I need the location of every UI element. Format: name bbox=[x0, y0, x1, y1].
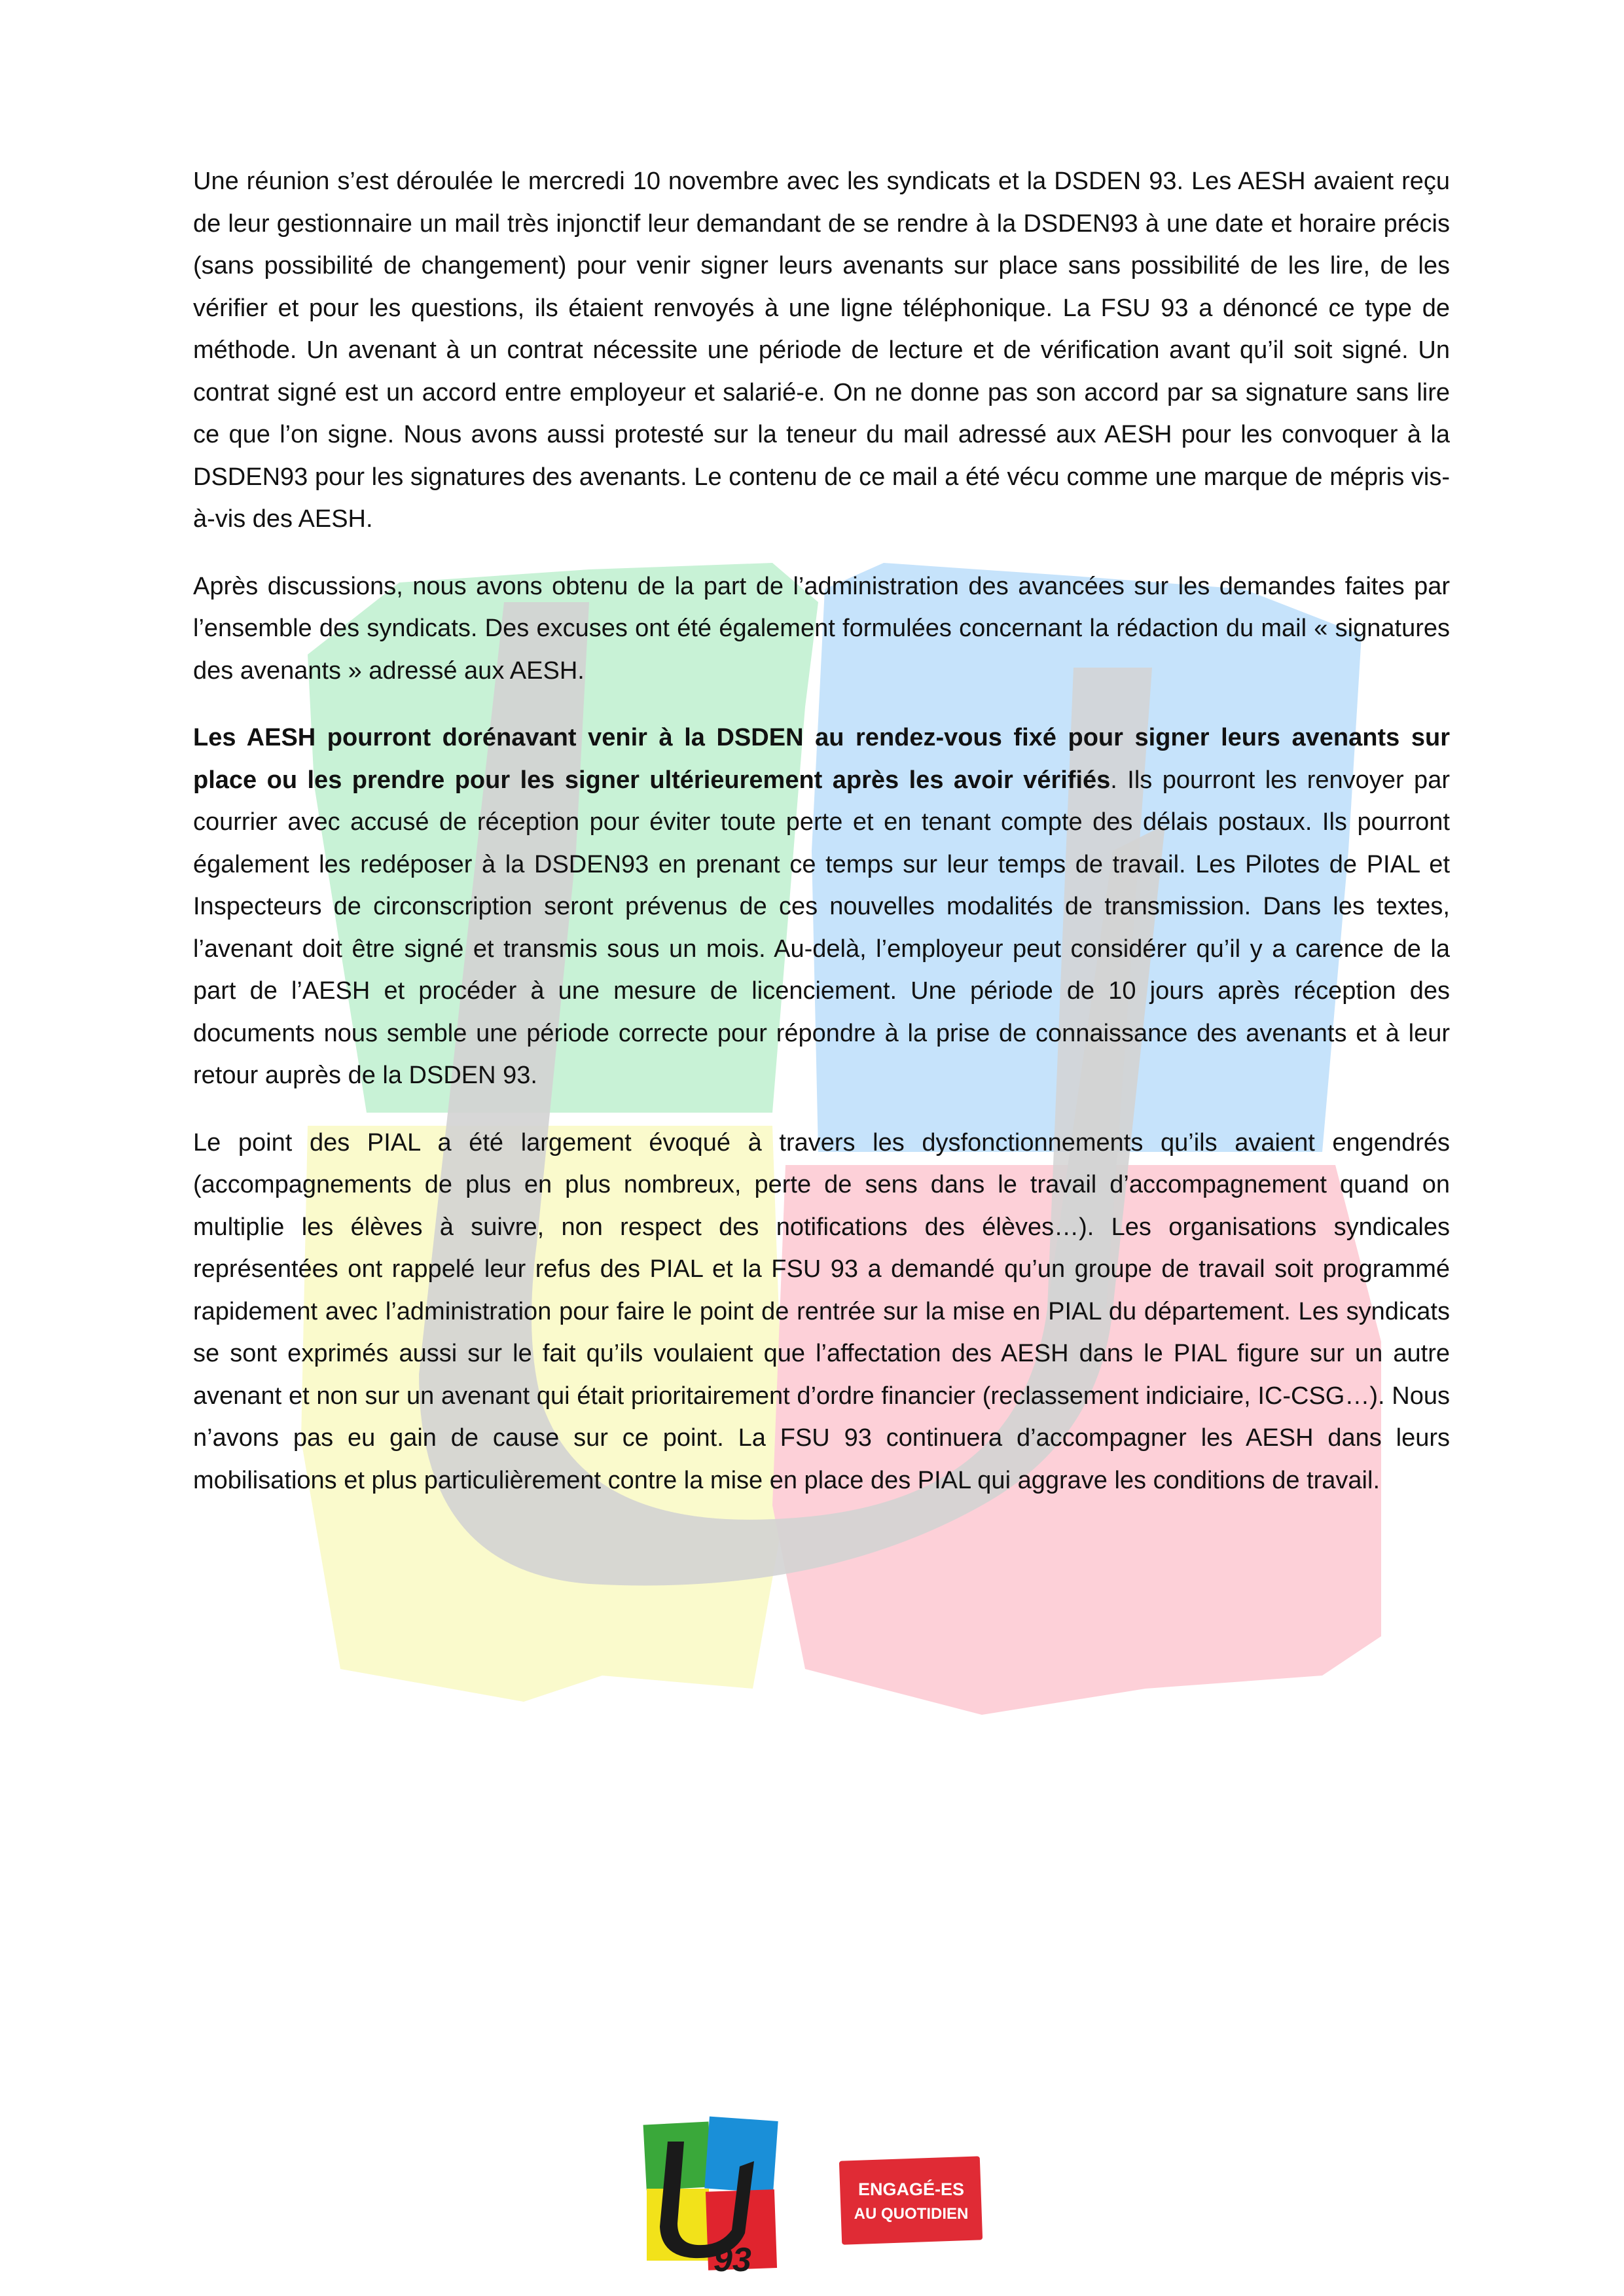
paragraph-3 bbox=[193, 717, 1450, 1097]
document-body bbox=[193, 160, 1450, 1526]
paragraph-1-text: Une réunion s’est déroulée le mercredi 10 novembre avec les syndicats et la DSDEN 93. Les AESH avaient reçu de leur gestionnaire un mail très injonctif leur demandant de se rendre à la DSDEN93 à une date et horaire précis (sans possibilité de changement) pour venir signer leurs avenants sur place sans possibilité de les lire, de les vérifier et pour les questions, ils étaient renvoyés à une ligne téléphonique. La FSU 93 a dénoncé ce type de méthode. Un avenant à un contrat nécessite une période de lecture et de vérification avant qu’il soit signé. Un contrat signé est un accord entre employeur et salarié-e. On ne donne pas son accord par sa signature sans lire ce que l’on signe. Nous avons aussi protesté sur la teneur du mail adressé aux AESH pour les convoquer à la DSDEN93 pour les signatures des avenants. Le contenu de ce mail a été vécu comme une marque de mépris vis-à-vis des AESH. bbox=[193, 168, 1450, 533]
paragraph-2 bbox=[193, 565, 1450, 692]
badge-background bbox=[839, 2156, 983, 2244]
paragraph-3-bold: Les AESH pourront dorénavant venir à la DSDEN au rendez-vous fixé pour signer leurs avenants sur place ou les prendre pour les signer ultérieurement après les avoir vérifiés bbox=[193, 724, 1450, 794]
paragraph-4-text: Le point des PIAL a été largement évoqué à travers les dysfonctionnements qu’ils avaient engendrés (accompagnements de plus en plus nombreux, perte de sens dans le travail d’accompagnement quand on multiplie les élèves à suivre, non respect des notifications des élèves…). Les organisations syndicales représentées ont rappelé leur refus des PIAL et la FSU 93 a demandé qu’un groupe de travail soit programmé rapidement avec l’administration pour faire le point de rentrée sur la mise en PIAL du département. Les syndicats se sont exprimés aussi sur le fait qu’ils voulaient que l’affectation des AESH dans le PIAL figure sur un autre avenant et non sur un avenant qui était prioritairement d’ordre financier (reclassement indiciaire, IC-CSG…). Nous n’avons pas eu gain de cause sur ce point. La FSU 93 continuera d’accompagner les AESH dans leurs mobilisations et plus particulièrement contre la mise en place des PIAL qui aggrave les conditions de travail. bbox=[193, 1128, 1450, 1494]
fsu93-logo bbox=[641, 2115, 779, 2279]
paragraph-4 bbox=[193, 1122, 1450, 1502]
badge-line-2: AU QUOTIDIEN bbox=[854, 2205, 969, 2223]
paragraph-2-text: Après discussions, nous avons obtenu de la part de l’administration des avancées sur les demandes faites par l’ensemble des syndicats. Des excuses ont été également formulées concernant la rédaction du mail « signatures des avenants » adressé aux AESH. bbox=[193, 572, 1450, 685]
paragraph-3-text: . Ils pourront les renvoyer par courrier avec accusé de réception pour éviter toute perte et en tenant compte des délais postaux. Ils pourront également les redéposer à la DSDEN93 en prenant ce temps sur leur temps de travail. Les Pilotes de PIAL et Inspecteurs de circonscription seront prévenus de ces nouvelles modalités de transmission. Dans les textes, l’avenant doit être signé et transmis sous un mois. Au-delà, l’employeur peut considérer qu’il y a carence de la part de l’AESH et procéder à une mesure de licenciement. Une période de 10 jours après réception des documents nous semble une période correcte pour répondre à la prise de connaissance des avenants et à leur retour auprès de la DSDEN 93. bbox=[193, 766, 1450, 1089]
badge-line-1: ENGAGÉ-ES bbox=[857, 2179, 965, 2199]
engage-badge bbox=[838, 2155, 985, 2246]
paragraph-1 bbox=[193, 160, 1450, 541]
logo-93-text: 93 bbox=[713, 2241, 751, 2279]
footer-logos bbox=[641, 2115, 1008, 2286]
